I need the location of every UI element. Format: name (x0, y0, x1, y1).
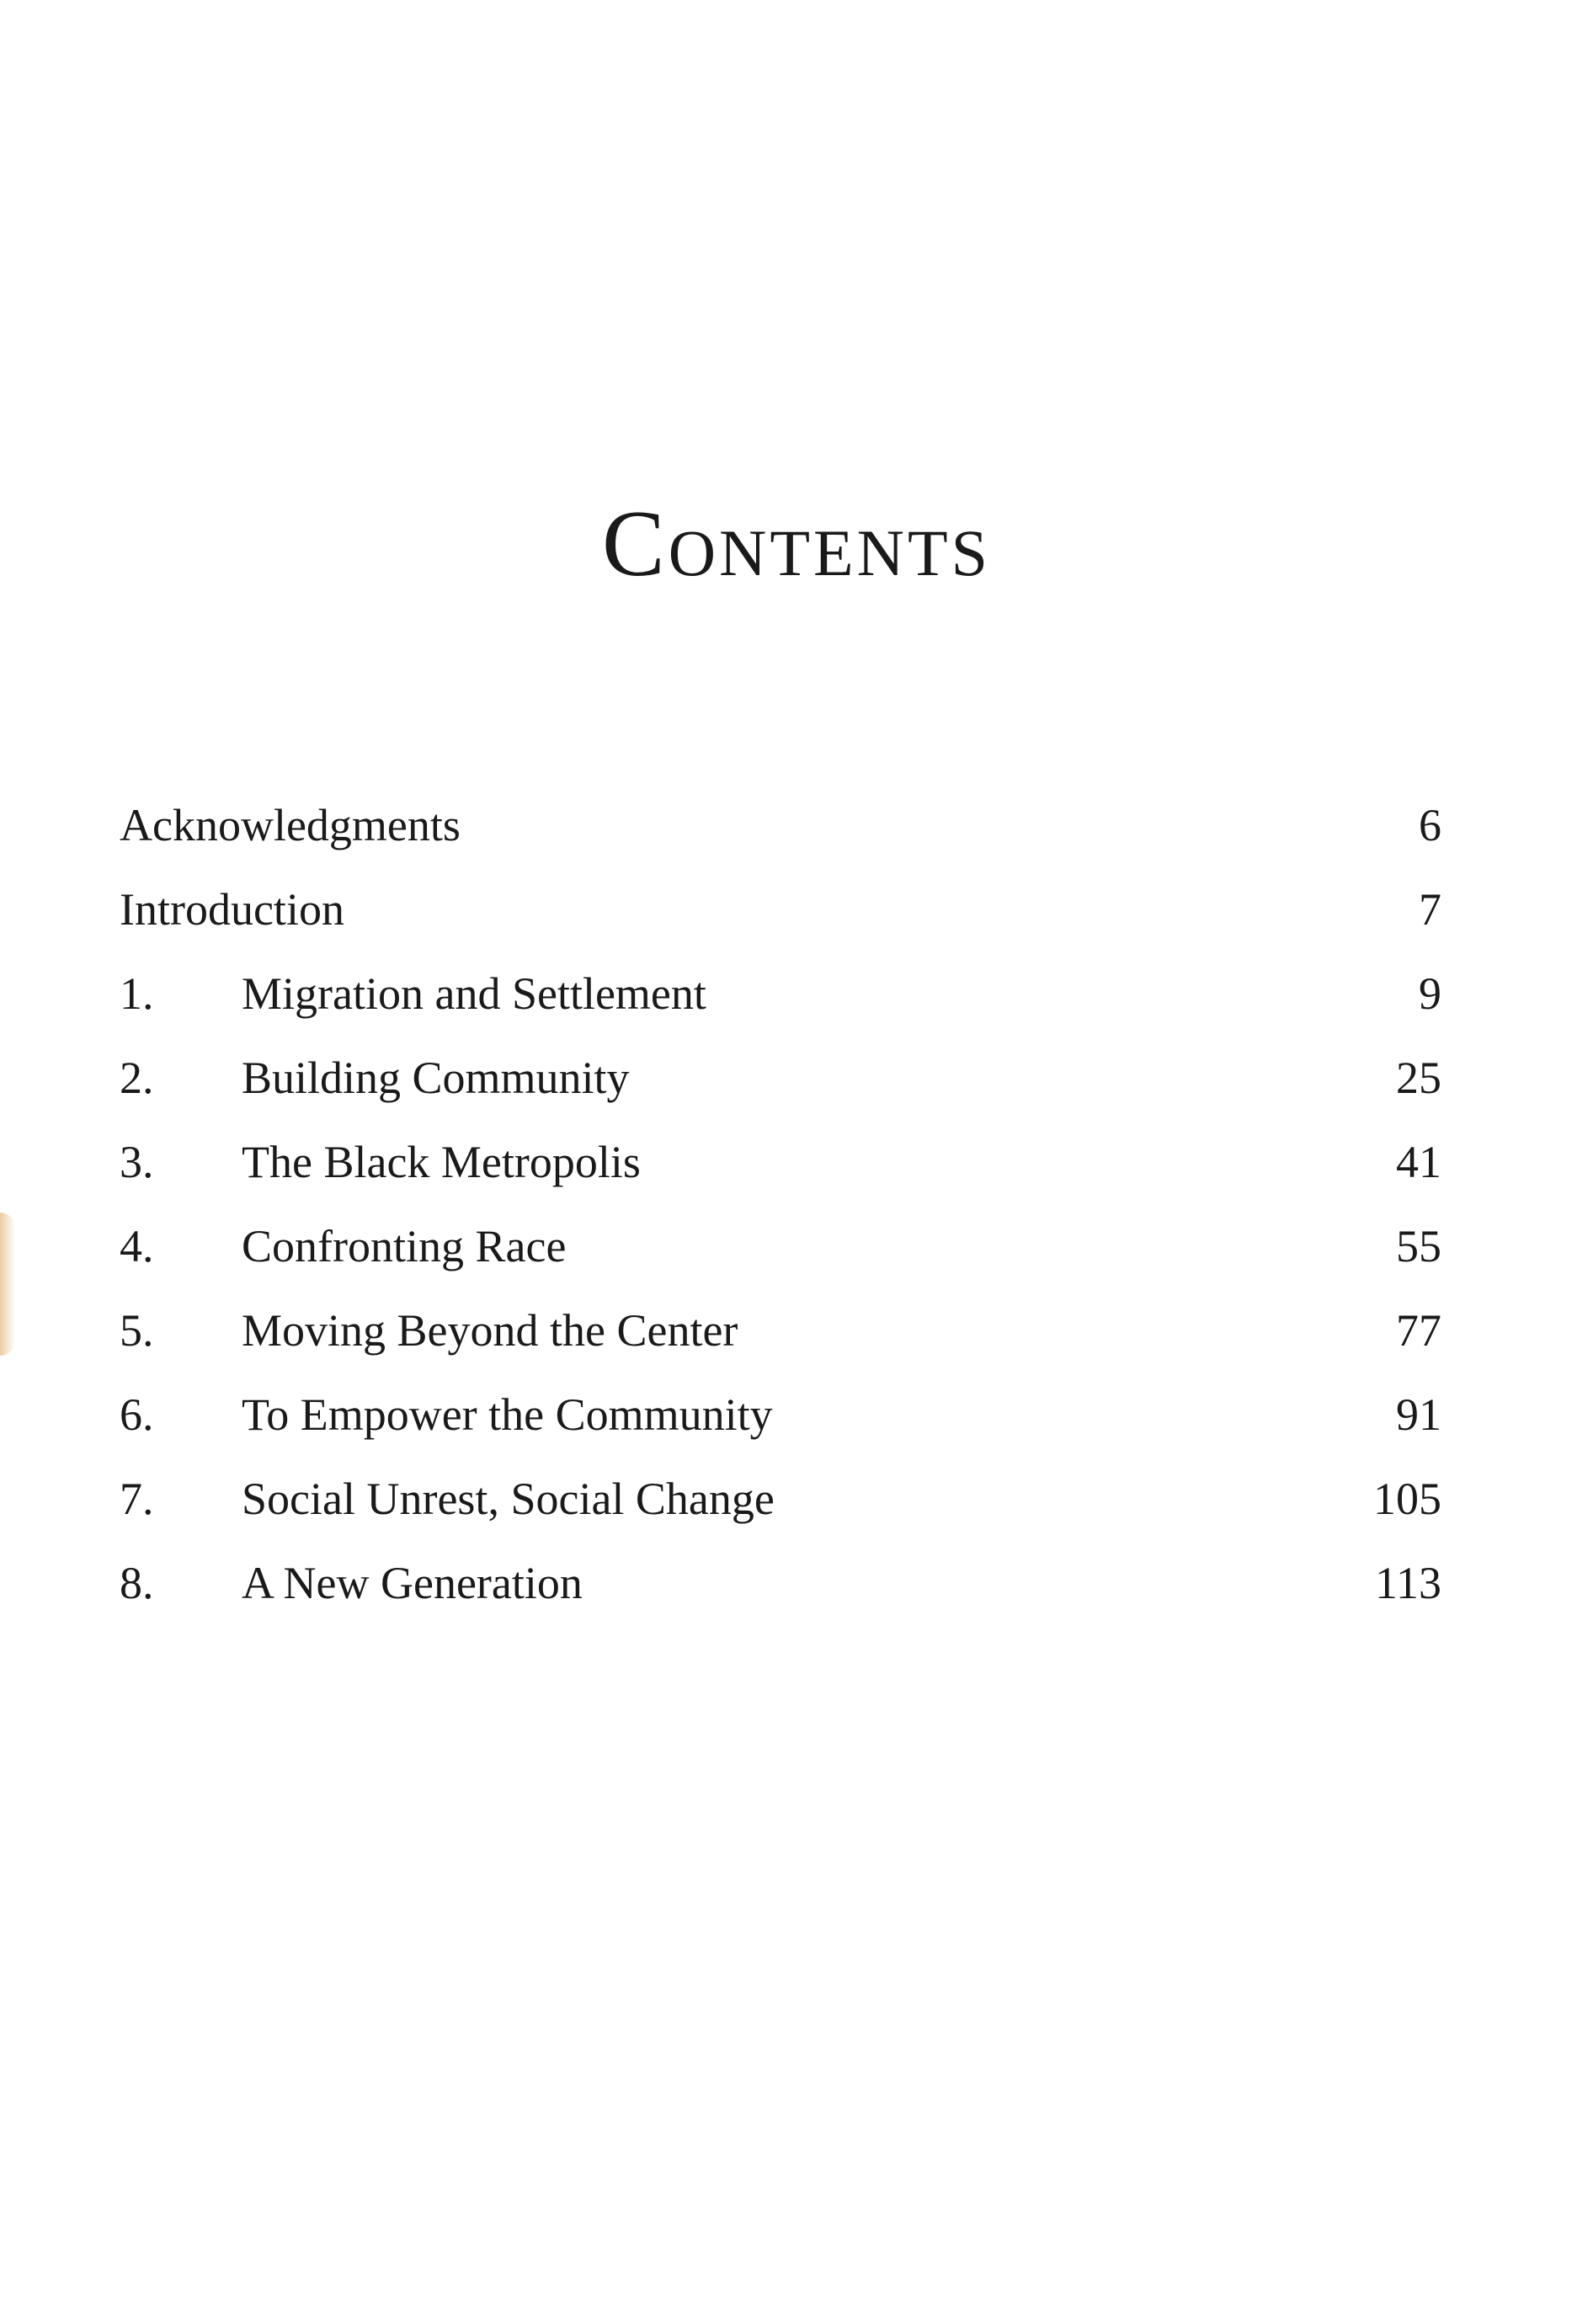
toc-entry-page: 77 (1396, 1305, 1441, 1356)
toc-entry-number: 5. (120, 1305, 154, 1356)
toc-entry-chapter-7 (120, 1457, 1441, 1541)
toc-entry-title: Migration and Settlement (242, 968, 706, 1019)
toc-entry-title: To Empower the Community (242, 1389, 773, 1440)
toc-entry-title: Social Unrest, Social Change (242, 1474, 775, 1524)
toc-entry-introduction (120, 867, 1441, 951)
toc-entry-page: 55 (1396, 1221, 1441, 1271)
toc-entry-title: Acknowledgments (120, 800, 461, 850)
toc-entry-title: A New Generation (242, 1558, 583, 1608)
toc-entry-title: Confronting Race (242, 1221, 567, 1271)
toc-entry-chapter-1 (120, 951, 1441, 1036)
toc-entry-number: 4. (120, 1221, 154, 1271)
toc-entry-number: 6. (120, 1389, 154, 1440)
toc-entry-number: 2. (120, 1053, 154, 1103)
toc-entry-number: 7. (120, 1474, 154, 1524)
toc-entry-title: Building Community (242, 1053, 630, 1103)
toc-entry-chapter-6 (120, 1373, 1441, 1457)
toc-entry-page: 113 (1375, 1558, 1441, 1608)
table-of-contents (120, 783, 1441, 1625)
toc-entry-title: Moving Beyond the Center (242, 1305, 738, 1356)
toc-entry-chapter-5 (120, 1288, 1441, 1373)
toc-entry-page: 105 (1373, 1474, 1441, 1524)
toc-entry-page: 6 (1419, 800, 1441, 850)
page-edge-stain (0, 1213, 15, 1356)
toc-entry-title: The Black Metropolis (242, 1137, 641, 1187)
toc-entry-chapter-8 (120, 1541, 1441, 1625)
toc-entry-title: Introduction (120, 884, 344, 935)
toc-entry-chapter-2 (120, 1036, 1441, 1120)
page-title: Contents (601, 492, 991, 596)
toc-entry-page: 25 (1396, 1053, 1441, 1103)
toc-entry-number: 8. (120, 1558, 154, 1608)
toc-entry-page: 41 (1396, 1137, 1441, 1187)
toc-entry-acknowledgments (120, 783, 1441, 867)
toc-entry-chapter-3 (120, 1120, 1441, 1204)
toc-entry-chapter-4 (120, 1204, 1441, 1288)
toc-entry-number: 1. (120, 968, 154, 1019)
toc-entry-page: 91 (1396, 1389, 1441, 1440)
toc-entry-page: 7 (1419, 884, 1441, 935)
toc-entry-page: 9 (1419, 968, 1441, 1019)
toc-entry-number: 3. (120, 1137, 154, 1187)
